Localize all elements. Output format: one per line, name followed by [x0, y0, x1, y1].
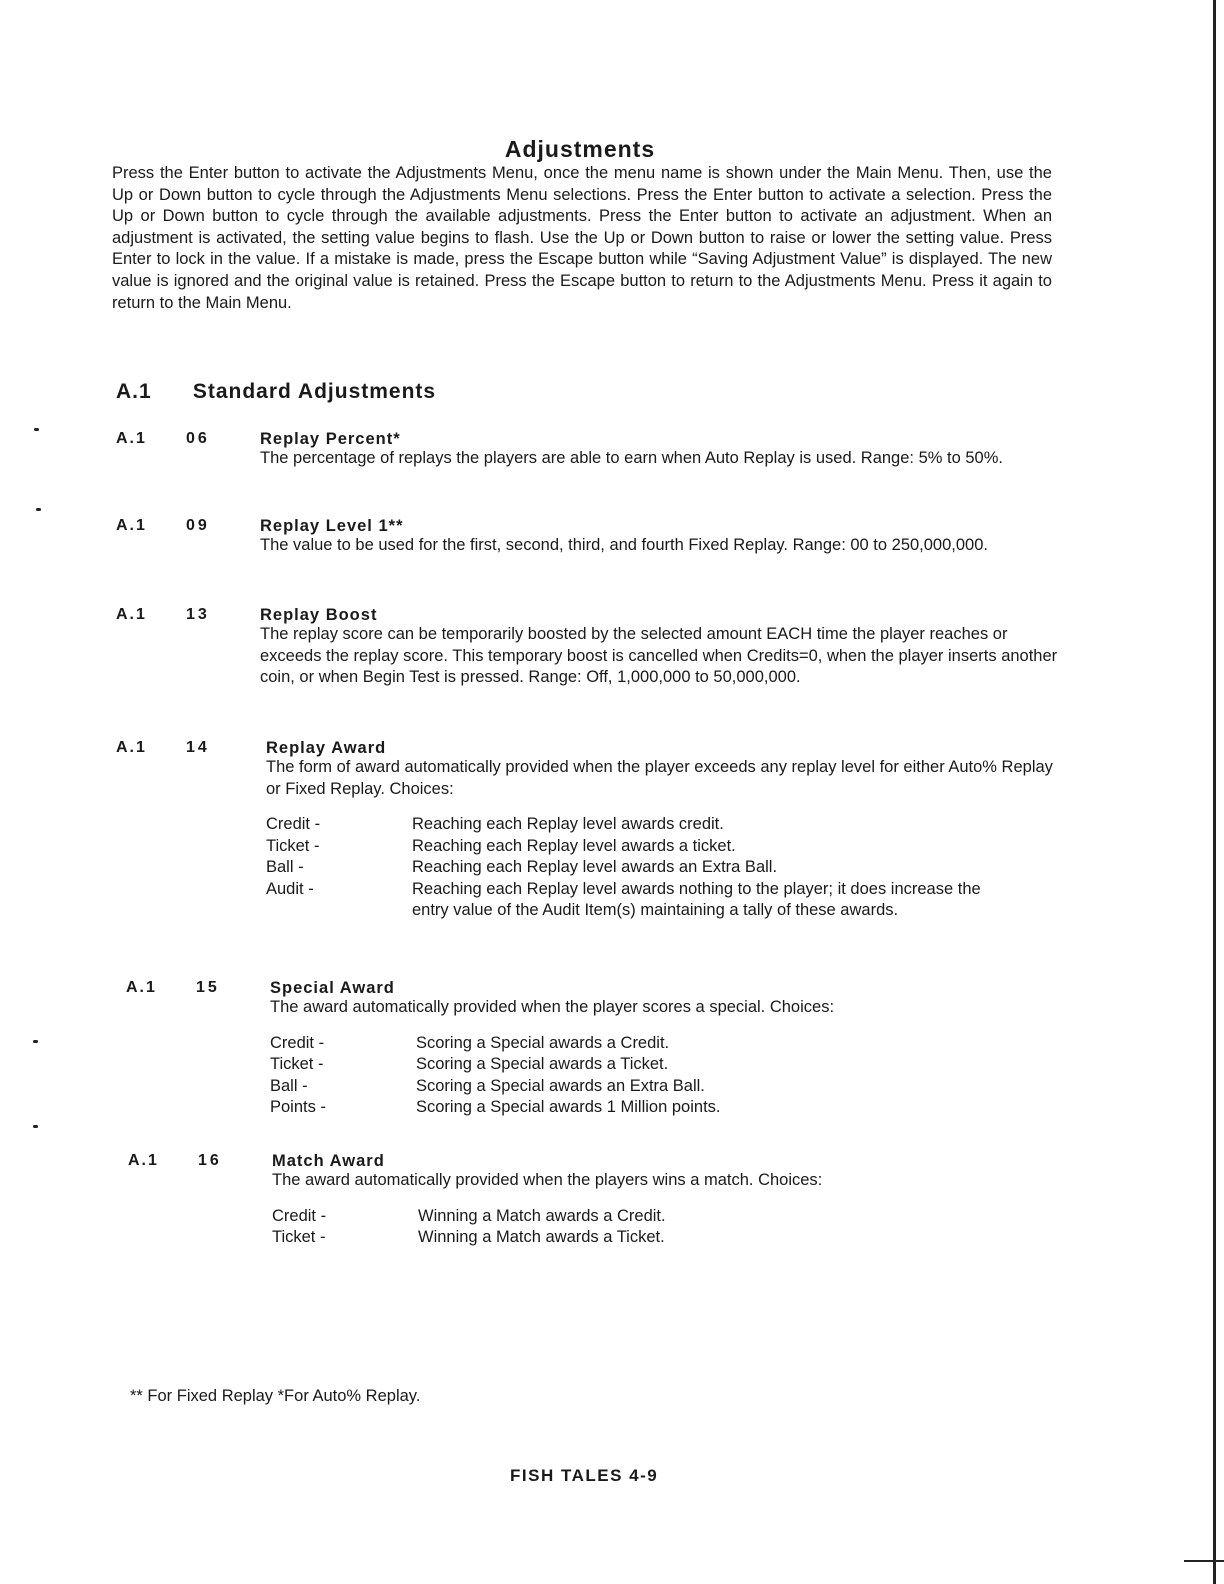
- scan-speck: [34, 428, 39, 431]
- item-code: A.1: [126, 979, 157, 996]
- choice-text: Winning a Match awards a Credit.: [418, 1206, 666, 1225]
- choice-text: Reaching each Replay level awards an Extra Ball.: [412, 858, 778, 876]
- item-body: [260, 430, 1060, 470]
- choice-label: Ball -: [266, 858, 304, 876]
- section-heading: [116, 380, 436, 404]
- scan-mark: [1184, 1560, 1224, 1562]
- choice-text: Scoring a Special awards 1 Million points.: [416, 1098, 721, 1116]
- choice-label: Points -: [270, 1098, 326, 1116]
- item-description: The replay score can be temporarily boosted by the selected amount EACH time the player reaches or exceeds the replay score. This temporary boost is cancelled when Credits=0, when the player inserts another coin, or when Begin Test is pressed. Range: Off, 1,000,000 to 50,000,000.: [260, 625, 1058, 686]
- item-code: A.1: [116, 430, 147, 447]
- item-number: 06: [186, 430, 210, 447]
- choice-label: Ticket -: [272, 1228, 326, 1246]
- choice-row: [272, 1227, 1072, 1249]
- choice-label: Credit -: [266, 815, 321, 833]
- item-number: 13: [186, 606, 210, 623]
- item-name: Replay Percent*: [260, 430, 401, 448]
- item-name: Replay Level 1**: [260, 517, 404, 535]
- item-number: 15: [196, 979, 220, 996]
- choice-row: [266, 857, 1066, 879]
- scan-speck: [33, 1125, 38, 1128]
- choice-row: [266, 879, 1066, 922]
- choice-row: [266, 836, 1066, 858]
- scan-speck: [36, 508, 41, 511]
- item-description: The percentage of replays the players are able to earn when Auto Replay is used. Range: 5% to 50%.: [260, 449, 1003, 467]
- item-name: Special Award: [270, 979, 395, 997]
- item-body: [270, 979, 1070, 1119]
- section-code: A.1: [116, 380, 152, 403]
- choice-row: [272, 1206, 1072, 1228]
- intro-paragraph: Press the Enter button to activate the Adjustments Menu, once the menu name is shown under the Main Menu. Then, use the Up or Down button to cycle through the Adjustments Menu selections. Press the Enter button to activate a selection. Press the Up or Down button to cycle through the available adjustments. Press the Enter button to activate an adjustment. When an adjustment is activated, the setting value begins to flash. Use the Up or Down button to raise or lower the setting value. Press Enter to lock in the value. If a mistake is made, press the Escape button while “Saving Adjustment Value” is displayed. The new value is ignored and the original value is retained. Press the Escape button to return to the Adjustments Menu. Press it again to return to the Main Menu.: [112, 164, 1052, 312]
- item-code: A.1: [116, 606, 147, 623]
- item-description: The value to be used for the first, second, third, and fourth Fixed Replay. Range: 00 to 250,000,000.: [260, 536, 988, 554]
- choice-text: Scoring a Special awards a Credit.: [416, 1033, 670, 1052]
- choice-text: Winning a Match awards a Ticket.: [418, 1228, 665, 1246]
- item-number: 14: [186, 739, 210, 756]
- choice-label: Ball -: [270, 1076, 308, 1095]
- choice-label: Credit -: [272, 1206, 327, 1225]
- choice-row: [266, 814, 1066, 836]
- page-title: Adjustments: [504, 136, 656, 162]
- item-number: 16: [198, 1152, 222, 1169]
- item-name: Replay Boost: [260, 606, 378, 624]
- choice-label: Credit -: [270, 1033, 325, 1052]
- item-description: The form of award automatically provided when the player exceeds any replay level for either Auto% Replay or Fixed Replay. Choices:: [266, 758, 1053, 798]
- choice-label: Ticket -: [270, 1055, 324, 1073]
- item-description: The award automatically provided when the player scores a special. Choices:: [270, 998, 835, 1016]
- choice-text: Reaching each Replay level awards credit.: [412, 815, 724, 833]
- item-code: A.1: [116, 517, 147, 534]
- choices-list: [272, 1206, 1072, 1249]
- item-name: Replay Award: [266, 739, 387, 757]
- choice-label: Ticket -: [266, 836, 320, 855]
- choice-row: [270, 1076, 1070, 1098]
- item-body: [272, 1152, 1072, 1249]
- item-description: The award automatically provided when the players wins a match. Choices:: [272, 1171, 823, 1189]
- choice-text: Reaching each Replay level awards a ticket.: [412, 836, 736, 855]
- scan-speck: [33, 1040, 38, 1043]
- page-edge: [1213, 0, 1216, 1584]
- item-number: 09: [186, 517, 210, 534]
- section-title: Standard Adjustments: [192, 380, 437, 403]
- item-name: Match Award: [272, 1152, 385, 1170]
- choice-text: Reaching each Replay level awards nothing to the player; it does increase the entry value of the Audit Item(s) maintaining a tally of these awards.: [412, 879, 981, 919]
- item-code: A.1: [128, 1152, 159, 1169]
- choices-list: [266, 814, 1066, 922]
- item-code: A.1: [116, 739, 147, 756]
- choice-row: [270, 1054, 1070, 1076]
- item-body: [260, 517, 1060, 557]
- choices-list: [270, 1033, 1070, 1119]
- choice-text: Scoring a Special awards an Extra Ball.: [416, 1076, 705, 1095]
- item-body: [260, 606, 1060, 689]
- choice-row: [270, 1097, 1070, 1119]
- page-footer: FISH TALES 4-9: [510, 1466, 659, 1485]
- choice-text: Scoring a Special awards a Ticket.: [416, 1055, 669, 1073]
- choice-label: Audit -: [266, 879, 314, 898]
- item-body: [266, 739, 1066, 922]
- choice-row: [270, 1033, 1070, 1055]
- footnote: ** For Fixed Replay *For Auto% Replay.: [130, 1387, 421, 1405]
